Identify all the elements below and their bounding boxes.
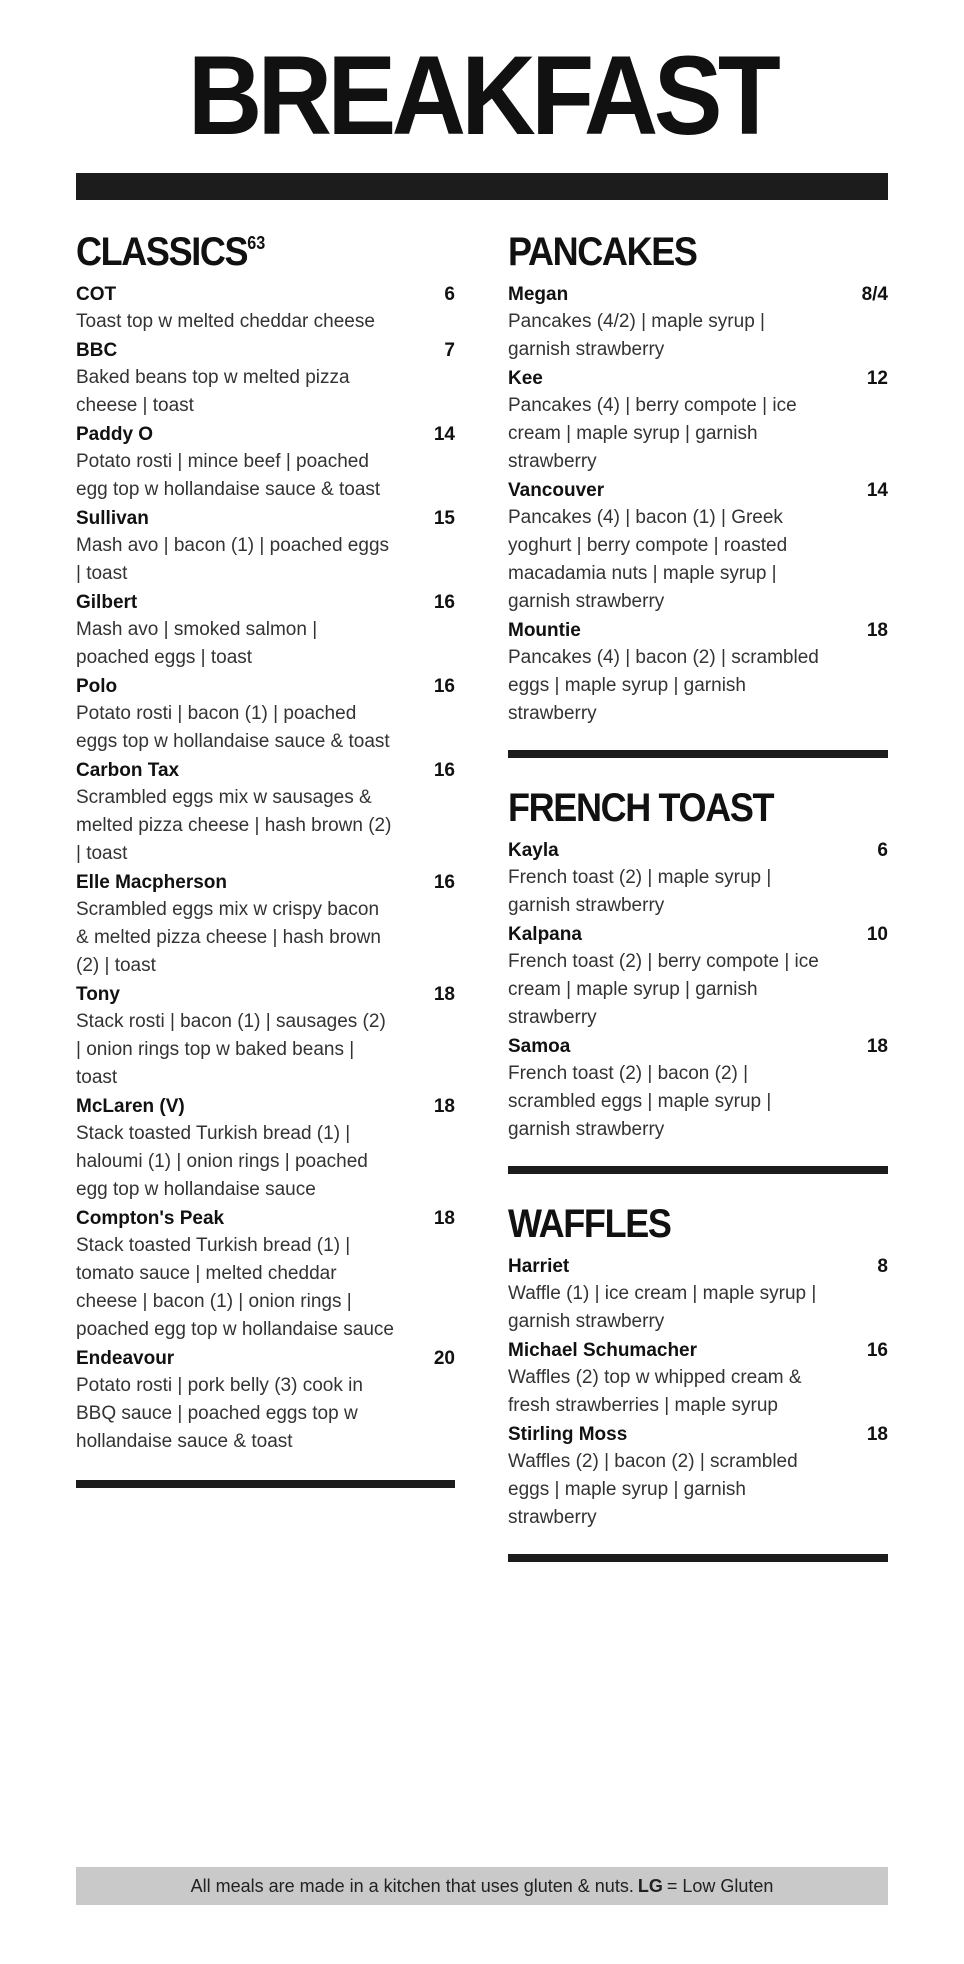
footer-legend: = Low Gluten — [666, 1875, 774, 1896]
menu-item — [508, 838, 888, 920]
item-price: 18 — [433, 1208, 455, 1229]
menu-item — [508, 282, 888, 364]
item-name: McLaren (V) — [76, 1096, 185, 1117]
menu-item — [76, 1094, 455, 1204]
item-description: French toast (2) | bacon (2) | scrambled eggs | maple syrup | garnish strawberry — [508, 1063, 772, 1140]
menu-item — [508, 366, 888, 476]
item-price: 12 — [866, 368, 888, 389]
item-price: 6 — [877, 840, 888, 861]
item-description: Potato rosti | mince beef | poached egg top w hollandaise sauce & toast — [76, 451, 381, 500]
item-price: 16 — [433, 592, 455, 613]
item-description: Waffles (2) top w whipped cream & fresh strawberries | maple syrup — [508, 1367, 802, 1416]
menu-item — [76, 506, 455, 588]
item-name: BBC — [76, 340, 118, 361]
menu-list — [508, 282, 888, 728]
menu-item — [76, 590, 455, 672]
item-description: Potato rosti | bacon (1) | poached eggs top w hollandaise sauce & toast — [76, 703, 390, 752]
menu-item — [508, 1338, 888, 1420]
menu-item — [508, 922, 888, 1032]
french-toast-section — [508, 788, 888, 1174]
item-description: Pancakes (4/2) | maple syrup | garnish strawberry — [508, 311, 765, 360]
item-price: 16 — [433, 872, 455, 893]
menu-item — [76, 870, 455, 980]
item-name: Elle Macpherson — [76, 872, 227, 893]
item-description: Potato rosti | pork belly (3) cook in BBQ sauce | poached eggs top w hollandaise sauce & toast — [76, 1375, 363, 1452]
section-title: CLASSICS$^{63}$ — [76, 230, 266, 274]
page-title: BREAKFAST — [187, 33, 777, 158]
item-price: 15 — [433, 508, 455, 529]
item-price: 14 — [866, 480, 888, 501]
item-price: 16 — [866, 1340, 888, 1361]
section-divider — [508, 750, 888, 758]
item-name: Vancouver — [508, 480, 605, 501]
item-name: Samoa — [508, 1036, 571, 1057]
item-description: Scrambled eggs mix w sausages & melted pizza cheese | hash brown (2) | toast — [76, 787, 392, 864]
item-name: Gilbert — [76, 592, 138, 613]
item-name: Carbon Tax — [76, 760, 180, 781]
item-price: 6 — [444, 284, 455, 305]
item-name: Sullivan — [76, 508, 149, 529]
item-price: 8/4 — [861, 284, 888, 305]
item-description: French toast (2) | berry compote | ice cream | maple syrup | garnish strawberry — [508, 951, 819, 1028]
item-price: 10 — [866, 924, 888, 945]
menu-item — [508, 1422, 888, 1532]
classics-section — [76, 232, 455, 1488]
menu-item — [76, 1206, 455, 1344]
right-column — [508, 232, 888, 1562]
item-price: 16 — [433, 760, 455, 781]
menu-item — [508, 1254, 888, 1336]
title-divider — [76, 173, 888, 200]
item-name: Paddy O — [76, 424, 154, 445]
item-name: Megan — [508, 284, 569, 305]
item-description: Waffle (1) | ice cream | maple syrup | garnish strawberry — [508, 1283, 817, 1332]
item-description: Toast top w melted cheddar cheese — [76, 311, 375, 332]
menu-item — [76, 982, 455, 1092]
section-divider — [508, 1554, 888, 1562]
section-title: PANCAKES — [508, 230, 697, 274]
menu-item — [508, 478, 888, 616]
menu-item — [76, 674, 455, 756]
item-price: 18 — [433, 1096, 455, 1117]
item-name: Stirling Moss — [508, 1424, 628, 1445]
section-divider — [76, 1480, 455, 1488]
section-title: WAFFLES — [508, 1202, 671, 1246]
item-description: Stack rosti | bacon (1) | sausages (2) | onion rings top w baked beans | toast — [76, 1011, 386, 1088]
item-name: Tony — [76, 984, 120, 1005]
menu-item — [508, 1034, 888, 1144]
menu-item — [76, 282, 455, 336]
menu-item — [76, 758, 455, 868]
item-description: Baked beans top w melted pizza cheese | toast — [76, 367, 350, 416]
item-name: Kayla — [508, 840, 559, 861]
item-name: Endeavour — [76, 1348, 175, 1369]
menu-item — [76, 338, 455, 420]
item-description: Scrambled eggs mix w crispy bacon & melted pizza cheese | hash brown (2) | toast — [76, 899, 381, 976]
footer-lg-label: LG — [637, 1875, 663, 1896]
menu-item — [508, 618, 888, 728]
item-price: 20 — [433, 1348, 455, 1369]
item-price: 18 — [433, 984, 455, 1005]
section-divider — [508, 1166, 888, 1174]
left-column — [76, 232, 455, 1488]
item-description: French toast (2) | maple syrup | garnish strawberry — [508, 867, 772, 916]
menu-list — [76, 282, 455, 1456]
item-description: Mash avo | smoked salmon | poached eggs | toast — [76, 619, 318, 668]
item-price: 8 — [877, 1256, 888, 1277]
item-name: Mountie — [508, 620, 581, 641]
item-price: 18 — [866, 1036, 888, 1057]
waffles-section — [508, 1204, 888, 1562]
item-description: Pancakes (4) | bacon (2) | scrambled eggs | maple syrup | garnish strawberry — [508, 647, 819, 724]
item-name: Michael Schumacher — [508, 1340, 698, 1361]
item-name: Polo — [76, 676, 118, 697]
menu-item — [76, 422, 455, 504]
pancakes-section — [508, 232, 888, 758]
item-name: Compton's Peak — [76, 1208, 225, 1229]
item-price: 18 — [866, 1424, 888, 1445]
menu-list — [508, 1254, 888, 1532]
item-name: Kee — [508, 368, 543, 389]
item-price: 16 — [433, 676, 455, 697]
section-title: FRENCH TOAST — [508, 786, 774, 830]
footer-text: All meals are made in a kitchen that uses gluten & nuts. — [190, 1875, 634, 1896]
item-description: Waffles (2) | bacon (2) | scrambled eggs | maple syrup | garnish strawberry — [508, 1451, 798, 1528]
item-description: Pancakes (4) | berry compote | ice cream | maple syrup | garnish strawberry — [508, 395, 797, 472]
item-price: 18 — [866, 620, 888, 641]
item-description: Mash avo | bacon (1) | poached eggs | toast — [76, 535, 390, 584]
item-description: Stack toasted Turkish bread (1) | haloumi (1) | onion rings | poached egg top w hollandaise sauce — [76, 1123, 368, 1200]
item-price: 14 — [433, 424, 455, 445]
item-description: Stack toasted Turkish bread (1) | tomato sauce | melted cheddar cheese | bacon (1) | onion rings | poached egg top w hollandaise sauce — [76, 1235, 394, 1340]
item-description: Pancakes (4) | bacon (1) | Greek yoghurt | berry compote | roasted macadamia nuts | maple syrup | garnish strawberry — [508, 507, 788, 612]
allergen-footer — [76, 1867, 888, 1905]
item-price: 7 — [444, 340, 455, 361]
menu-list — [508, 838, 888, 1144]
item-name: Kalpana — [508, 924, 582, 945]
item-name: COT — [76, 284, 117, 305]
menu-item — [76, 1346, 455, 1456]
item-name: Harriet — [508, 1256, 570, 1277]
